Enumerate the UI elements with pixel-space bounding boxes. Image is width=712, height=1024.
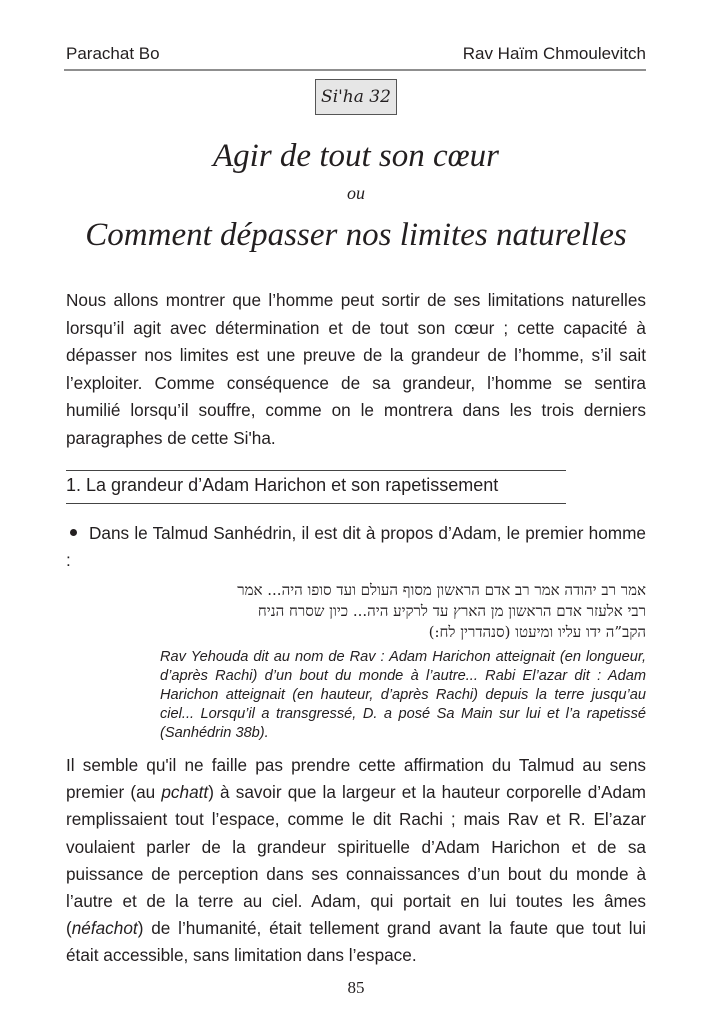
body-text-part: Il semble qu'il ne faille pas prendre cette affirmation du Talmud au sens premier (au [66, 755, 646, 803]
body-paragraph [66, 752, 646, 970]
chapter-title: Agir de tout son cœur [213, 138, 499, 174]
body-italic-term: pchatt [161, 782, 209, 803]
body-text-part: ) de l’humanité, était tellement grand avant la faute que tout lui était accessible, sans limitation dans l’espace. [66, 918, 646, 966]
bullet-text: Dans le Talmud Sanhédrin, il est dit à propos d’Adam, le premier homme : [66, 523, 646, 570]
hebrew-line: אמר רב יהודה אמר רב אדם הראשון מסוף העולם ועד סופו היה... אמר [237, 581, 646, 599]
body-text-part: ) à savoir que la largeur et la hauteur corporelle d’Adam remplissaient tout l’espace, comme le dit Rachi ; mais Rav et R. El’azar voulaient parler de la grandeur spirituelle d’Adam Harichon et de sa puissance de perception dans ses connaissances d’un bout du monde à l’autre et de la terre au ciel. Adam, qui portait en lui toutes les âmes ( [66, 782, 646, 939]
quote-translation: Rav Yehouda dit au nom de Rav : Adam Harichon atteignait (en longueur, d’après Rachi) d’un bout du monde à l’autre... Rabi El’azar dit : Adam Harichon atteignait (en hauteur, d’après Rachi) depuis la terre jusqu’au ciel... Lorsqu’il a transgressé, D. a posé Sa Main sur lui et l’a rapetissé (Sanhédrin 38b). [160, 649, 646, 741]
siha-label: Si'ha 32 [315, 79, 397, 115]
header-divider [64, 69, 646, 71]
section-rule-top [66, 470, 566, 471]
section-heading: 1. La grandeur d’Adam Harichon et son rapetissement [66, 475, 499, 495]
bullet-icon [70, 529, 77, 536]
hebrew-line: רבי אלעזר אדם הראשון מן הארץ עד לרקיע היה... כיון שסרח הניח [257, 602, 646, 620]
hebrew-line: הקב”ה ידו עליו ומיעטו (סנהדרין לח:) [428, 623, 646, 641]
body-italic-term: néfachot [71, 918, 138, 939]
chapter-subtitle: Comment dépasser nos limites naturelles [85, 217, 627, 253]
bullet-paragraph [66, 520, 646, 574]
chapter-title-connector: ou [347, 183, 365, 203]
hebrew-quote [152, 580, 646, 643]
running-head [66, 44, 646, 68]
running-head-right: Rav Haïm Chmoulevitch [462, 44, 646, 63]
running-head-left: Parachat Bo [66, 44, 160, 63]
section-rule-bottom [66, 503, 566, 504]
page-number: 85 [347, 978, 365, 997]
intro-paragraph: Nous allons montrer que l’homme peut sortir de ses limitations naturelles lorsqu’il agit avec détermination et de tout son cœur ; cette capacité à dépasser nos limites est une preuve de la grandeur de l’homme, s’il sait l’exploiter. Comme conséquence de sa grandeur, l’homme se sentira humilié lorsqu’il souffre, comme on le montrera dans les trois derniers paragraphes de cette Si'ha. [66, 290, 646, 448]
